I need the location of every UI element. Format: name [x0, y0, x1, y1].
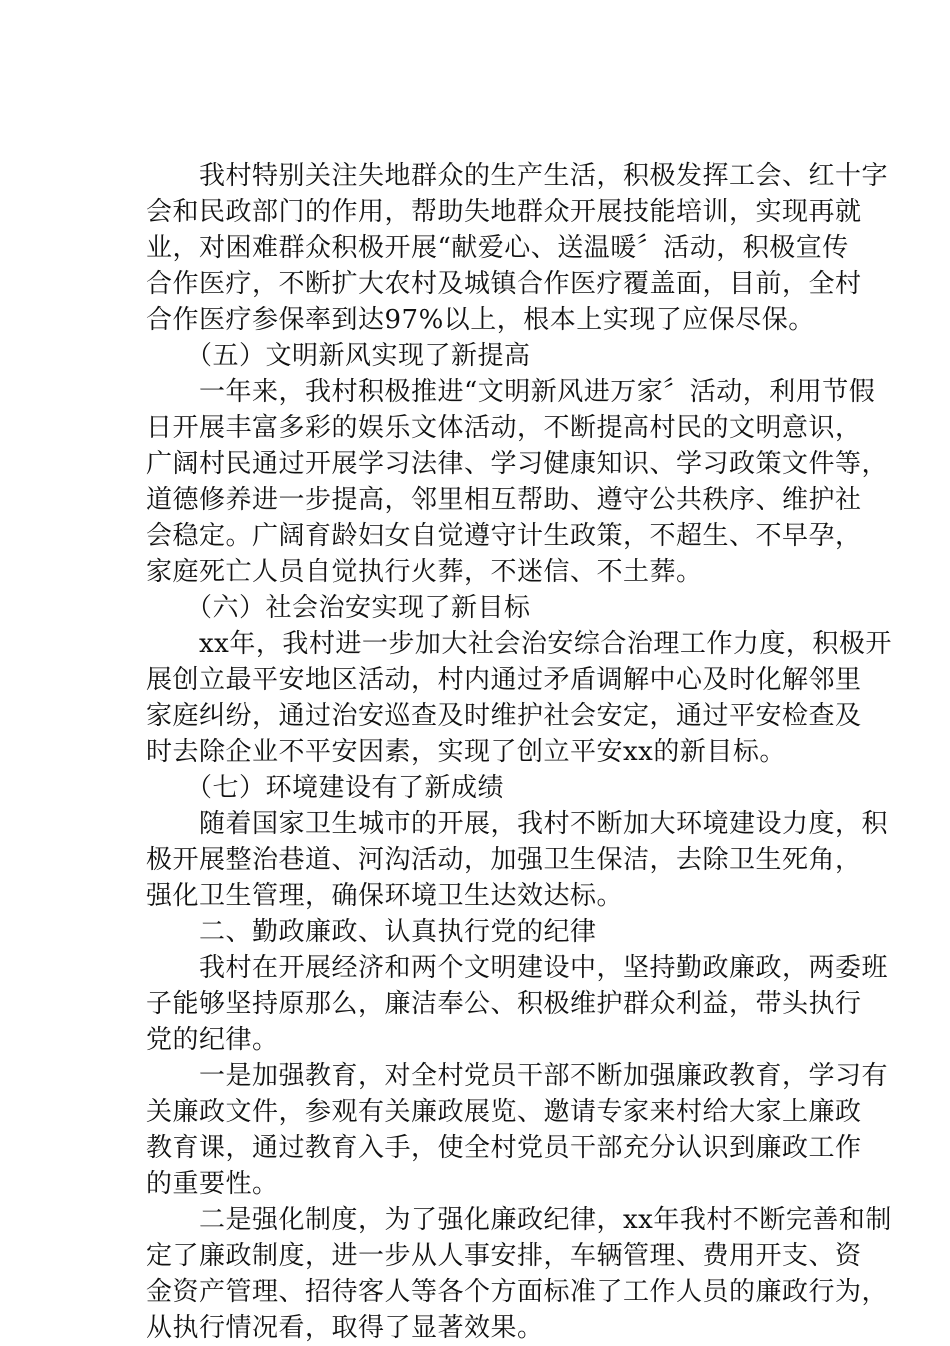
body-text-line: 一年来，我村积极推进“文明新风进万家〞活动，利用节假: [146, 377, 876, 407]
body-text-line: 党的纪律。: [146, 1025, 279, 1055]
body-text-line: xx年，我村进一步加大社会治安综合治理工作力度，积极开: [146, 629, 892, 659]
body-text-line: 强化卫生管理，确保环境卫生达效达标。: [146, 881, 624, 911]
body-text-line: 一是加强教育，对全村党员干部不断加强廉政教育，学习有: [146, 1061, 889, 1091]
body-text-line: 关廉政文件，参观有关廉政展览、邀请专家来村给大家上廉政: [146, 1097, 862, 1127]
body-text-line: 二是强化制度，为了强化廉政纪律，xx年我村不断完善和制: [146, 1205, 892, 1235]
body-text-line: 时去除企业不平安因素，实现了创立平安xx的新目标。: [146, 737, 786, 767]
body-text-line: 广阔村民通过开展学习法律、学习健康知识、学习政策文件等，: [146, 449, 889, 479]
section-heading: （五）文明新风实现了新提高: [146, 341, 531, 371]
body-text-line: 展创立最平安地区活动，村内通过矛盾调解中心及时化解邻里: [146, 665, 862, 695]
body-text-line: 我村在开展经济和两个文明建设中，坚持勤政廉政，两委班: [146, 953, 889, 983]
body-text-line: 我村特别关注失地群众的生产生活，积极发挥工会、红十字: [146, 161, 889, 191]
body-text-line: 合作医疗参保率到达97%以上，根本上实现了应保尽保。: [146, 305, 815, 335]
body-text-line: 业，对困难群众积极开展“献爱心、送温暖〞活动，积极宣传: [146, 233, 849, 263]
body-text-line: 教育课，通过教育入手，使全村党员干部充分认识到廉政工作: [146, 1133, 862, 1163]
body-text-line: 会稳定。广阔育龄妇女自觉遵守计生政策，不超生、不早孕，: [146, 521, 862, 551]
body-text-line: 金资产管理、招待客人等各个方面标准了工作人员的廉政行为，: [146, 1277, 889, 1307]
body-text-line: 的重要性。: [146, 1169, 279, 1199]
body-text-line: 家庭纠纷，通过治安巡查及时维护社会安定，通过平安检查及: [146, 701, 862, 731]
section-heading: （七）环境建设有了新成绩: [146, 773, 505, 803]
body-text-line: 日开展丰富多彩的娱乐文体活动，不断提高村民的文明意识，: [146, 413, 862, 443]
body-text-line: 会和民政部门的作用，帮助失地群众开展技能培训，实现再就: [146, 197, 862, 227]
body-text-line: 家庭死亡人员自觉执行火葬，不迷信、不土葬。: [146, 557, 703, 587]
body-text-line: 合作医疗，不断扩大农村及城镇合作医疗覆盖面，目前，全村: [146, 269, 862, 299]
body-text-line: 从执行情况看，取得了显著效果。: [146, 1313, 544, 1343]
section-heading: （六）社会治安实现了新目标: [146, 593, 531, 623]
section-heading: 二、勤政廉政、认真执行党的纪律: [146, 917, 597, 947]
body-text-line: 定了廉政制度，进一步从人事安排，车辆管理、费用开支、资: [146, 1241, 862, 1271]
body-text-line: 极开展整治巷道、河沟活动，加强卫生保洁，去除卫生死角，: [146, 845, 862, 875]
body-text-line: 子能够坚持原那么，廉洁奉公、积极维护群众利益，带头执行: [146, 989, 862, 1019]
body-text-line: 随着国家卫生城市的开展，我村不断加大环境建设力度，积: [146, 809, 889, 839]
body-text-line: 道德修养进一步提高，邻里相互帮助、遵守公共秩序、维护社: [146, 485, 862, 515]
